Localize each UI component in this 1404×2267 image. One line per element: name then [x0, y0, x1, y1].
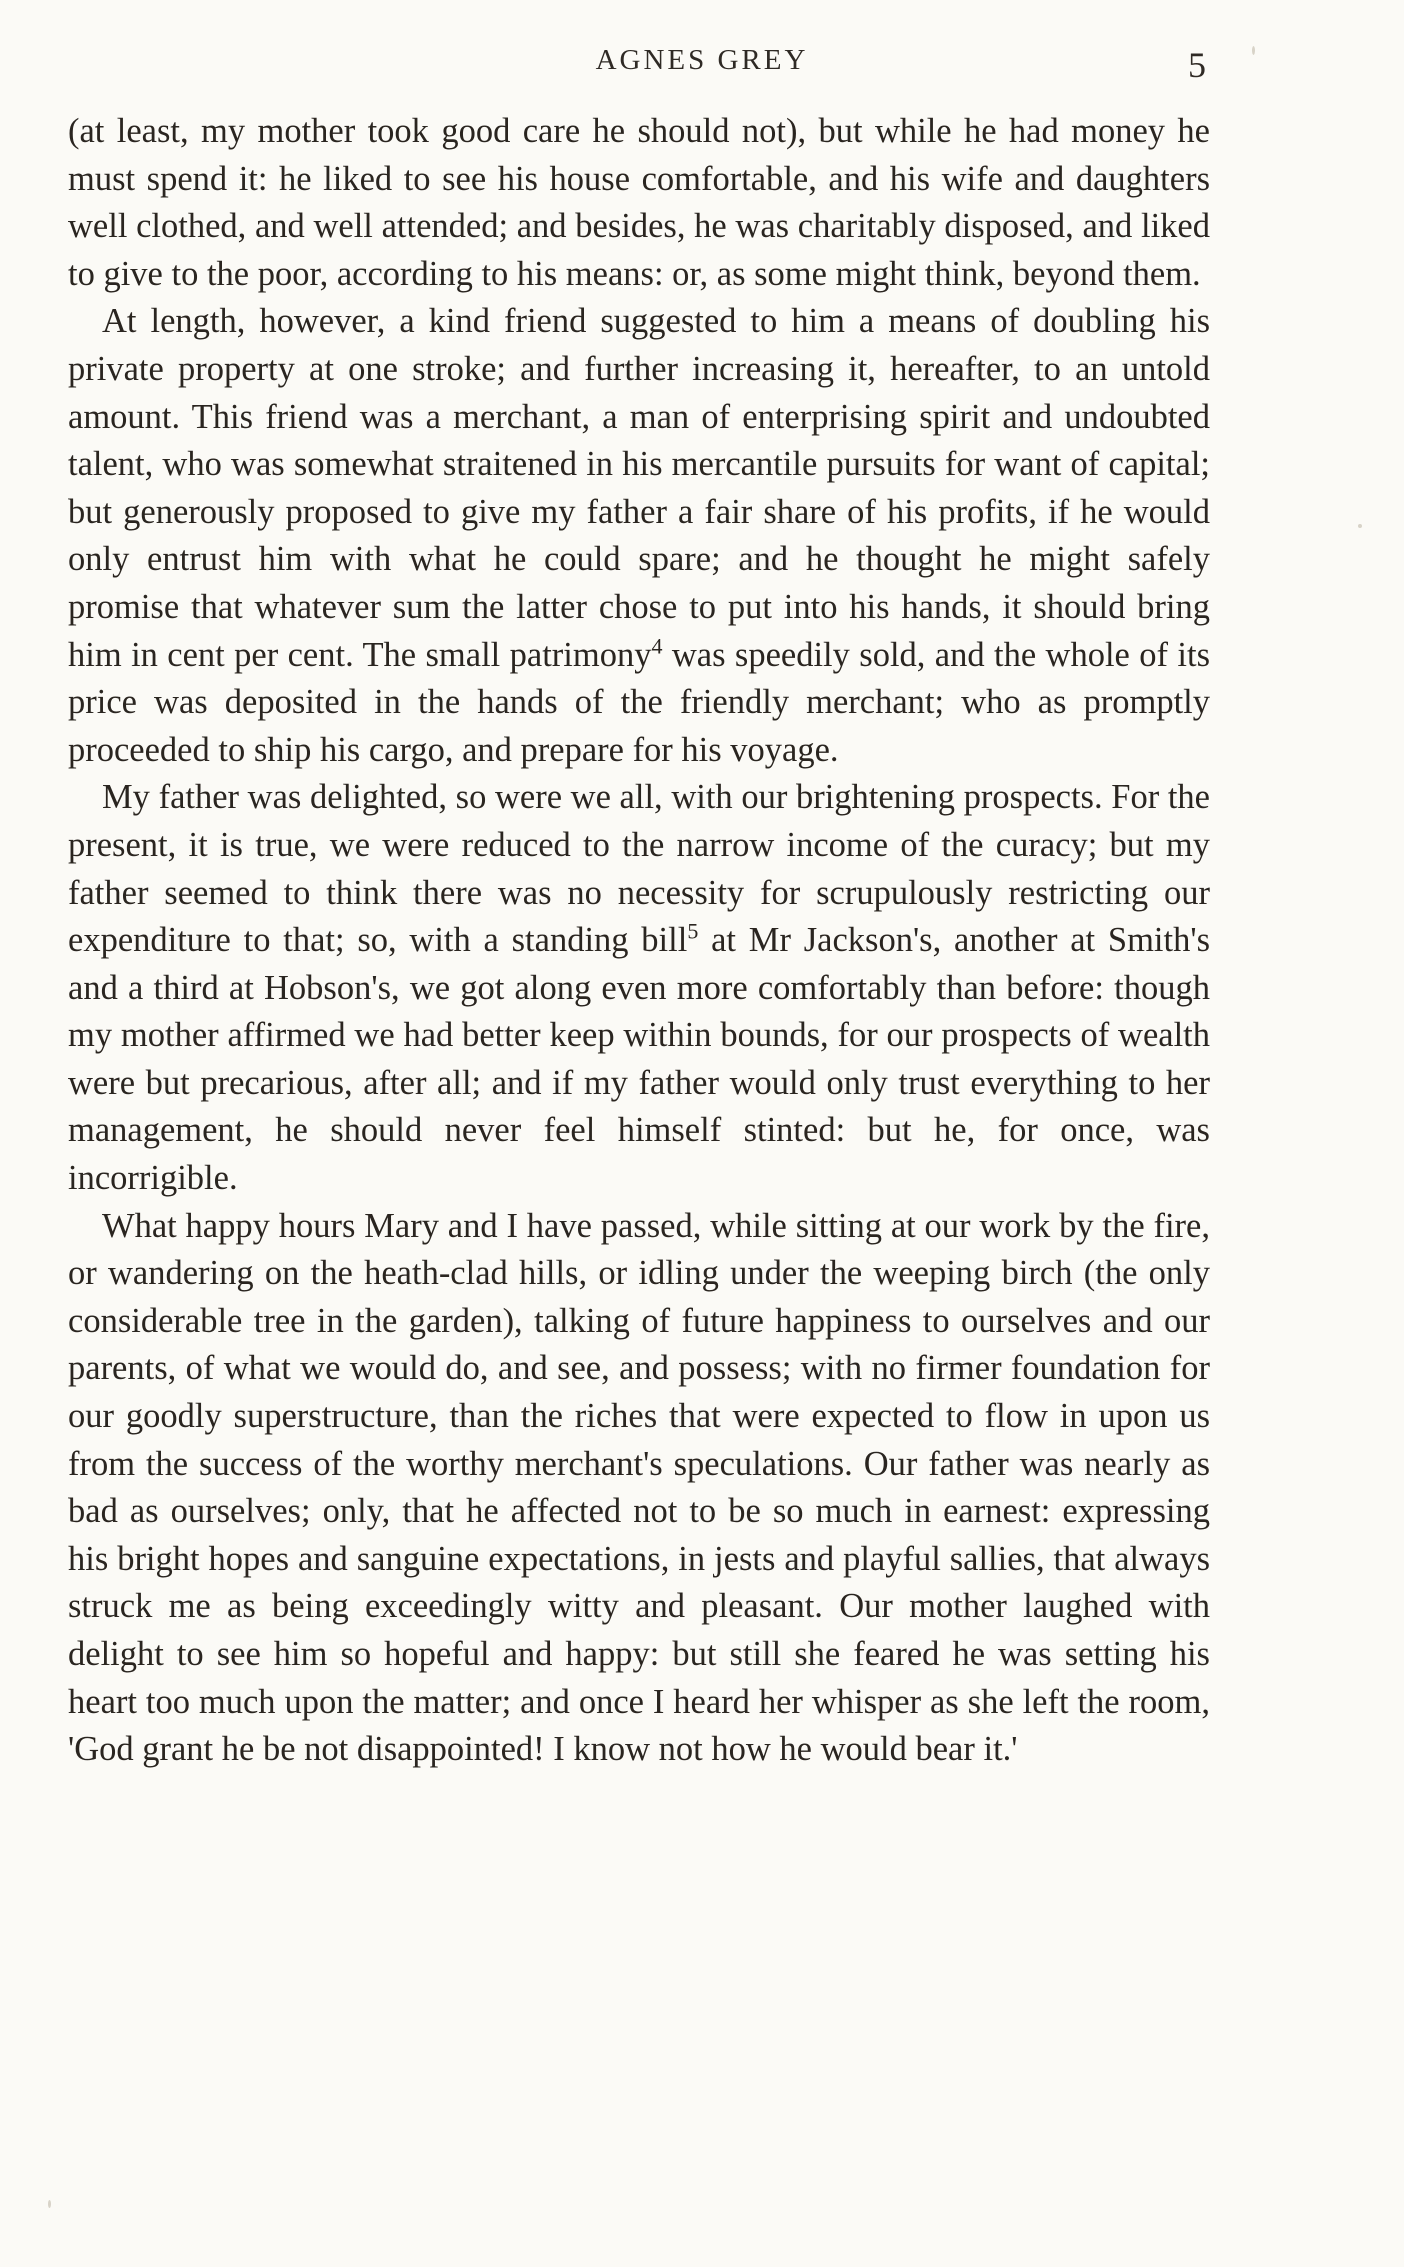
paragraph-text: At length, however, a kind friend suggested to him a means of doubling his private property at one stroke; and further increasing it, hereafter, to an untold amount. This friend was a merchant, a man of enterprising spirit and undoubted talent, who was somewhat straitened in his mercantile pursuits for want of capital; but generously proposed to give my father a fair share of his profits, if he would only entrust him with what he could spare; and he thought he might safely promise that whatever sum the latter chose to put into his hands, it should bring him in cent per cent. The small patrimony — [68, 302, 1210, 674]
paper-speck — [1358, 524, 1362, 528]
paragraph-text: My father was delighted, so were we all, with our brightening prospects. For the present, it is true, we were reduced to the narrow income of the curacy; but my father seemed to think there was no necessity for scrupulously restricting our expenditure to that; so, with a standing bill — [68, 778, 1210, 960]
paragraph — [68, 774, 1210, 1202]
paragraph-text: What happy hours Mary and I have passed, while sitting at our work by the fire, or wandering on the heath-clad hills, or idling under the weeping birch (the only considerable tree in the garden), talking of future happiness to ourselves and our parents, of what we would do, and see, and possess; with no firmer foundation for our goodly superstructure, than the riches that were expected to flow in upon us from the success of the worthy merchant's speculations. Our father was nearly as bad as ourselves; only, that he affected not to be so much in earnest: expressing his bright hopes and sanguine expectations, in jests and playful sallies, that always struck me as being exceedingly witty and pleasant. Our mother laughed with delight to see him so hopeful and happy: but still she feared he was setting his heart too much upon the matter; and once I heard her whisper as she left the room, 'God grant he be not disappointed! I know not how he would bear it.' — [68, 1206, 1210, 1769]
footnote-marker: 5 — [687, 918, 699, 944]
footnote-marker: 4 — [651, 633, 663, 659]
body-text — [68, 108, 1210, 1774]
paper-speck — [48, 2200, 51, 2208]
running-title: AGNES GREY — [595, 44, 809, 76]
paragraph — [68, 1203, 1210, 1774]
paragraph-text: (at least, my mother took good care he should not), but while he had money he must spend it: he liked to see his house comfortable, and his wife and daughters well clothed, and well attended; and besides, he was charitably disposed, and liked to give to the poor, according to his means: or, as some might think, beyond them. — [68, 112, 1210, 293]
paragraph — [68, 298, 1210, 774]
page-number: 5 — [1188, 45, 1206, 85]
paper-speck — [1252, 46, 1255, 55]
paragraph-text: at Mr Jackson's, another at Smith's and a third at Hobson's, we got along even more comfortably than before: though my mother affirmed we had better keep within bounds, for our prospects of wealth were but precarious, after all; and if my father would only trust everything to her management, he should never feel himself stinted: but he, for once, was incorrigible. — [68, 921, 1210, 1198]
paragraph — [68, 108, 1210, 298]
paragraph-text: was speedily sold, and the whole of its price was deposited in the hands of the friendly merchant; who as promptly proceeded to ship his cargo, and prepare for his voyage. — [68, 635, 1210, 769]
